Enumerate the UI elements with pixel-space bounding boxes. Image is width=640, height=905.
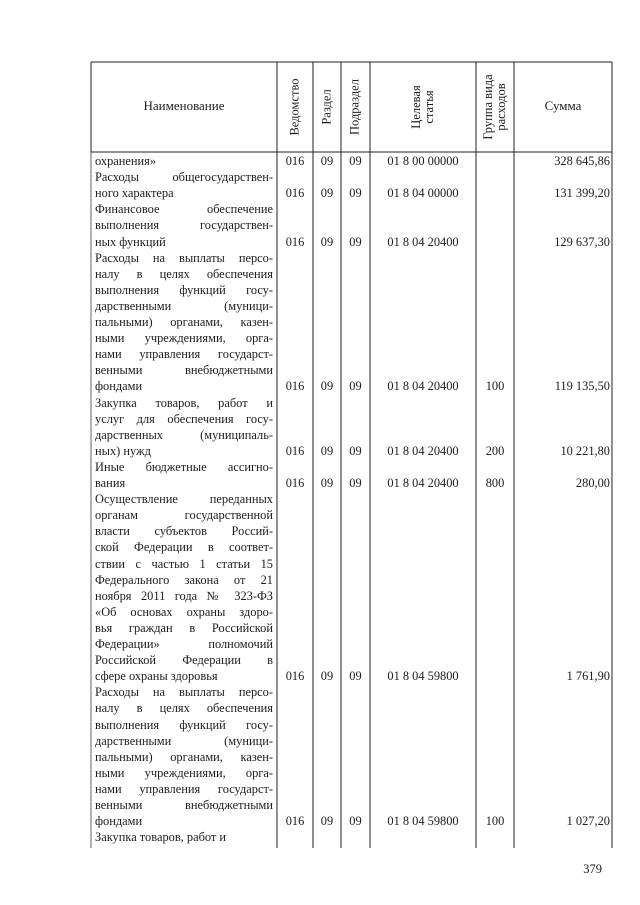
header-celevaya-statya bbox=[410, 85, 436, 128]
header-podrazdel: Подраздел bbox=[347, 79, 362, 135]
row-name-line: охранения» bbox=[95, 154, 157, 168]
row-gruppa-rashodov: 100 bbox=[485, 814, 505, 829]
row-name-line: ными учреждениями, орга- bbox=[95, 331, 273, 346]
row-name-line: ного характера bbox=[95, 186, 174, 201]
row-razdel: 09 bbox=[320, 443, 334, 458]
header-celevaya-line1: Целевая bbox=[409, 85, 423, 129]
row-name-line: ных) нужд bbox=[95, 443, 151, 458]
row-name-line: Федерации» полномочий bbox=[95, 637, 273, 651]
row-name-line: Расходы на выплаты персо- bbox=[95, 250, 273, 265]
header-gruppa-line2: расходов bbox=[494, 83, 508, 131]
row-name-line: Российской Федерации в bbox=[95, 653, 273, 668]
row-celevaya-statya: 01 8 04 20400 bbox=[387, 443, 459, 458]
row-celevaya-statya: 01 8 04 59800 bbox=[387, 814, 459, 829]
row-vedomstvo: 016 bbox=[285, 669, 305, 684]
row-summa: 119 135,50 bbox=[554, 379, 610, 394]
row-gruppa-rashodov: 800 bbox=[485, 476, 505, 490]
row-name-line: нами управления государст- bbox=[95, 781, 273, 796]
row-name-line: венными внебюджетными bbox=[95, 798, 273, 812]
row-celevaya-statya: 01 8 04 20400 bbox=[387, 379, 459, 394]
row-name-line: «Об основах охраны здоро- bbox=[95, 604, 273, 619]
row-name-line: Расходы на выплаты персо- bbox=[95, 685, 273, 700]
row-name-line: вья граждан в Российской bbox=[95, 620, 273, 635]
row-gruppa-rashodov: 200 bbox=[485, 443, 505, 458]
row-name-line: ноября 2011 года № 323-ФЗ bbox=[95, 588, 273, 603]
row-name-line: выполнения функций госу- bbox=[95, 717, 273, 732]
row-razdel: 09 bbox=[320, 154, 334, 168]
row-vedomstvo: 016 bbox=[285, 476, 305, 490]
row-summa: 10 221,80 bbox=[560, 443, 610, 458]
row-name-line: Закупка товаров, работ и bbox=[95, 395, 273, 410]
row-name-line: сфере охраны здоровья bbox=[95, 669, 218, 684]
row-celevaya-statya: 01 8 04 59800 bbox=[387, 669, 459, 684]
row-name-line: услуг для обеспечения госу- bbox=[95, 411, 273, 426]
header-name: Наименование bbox=[143, 98, 225, 113]
row-podrazdel: 09 bbox=[349, 234, 362, 249]
row-podrazdel: 09 bbox=[349, 443, 362, 458]
row-gruppa-rashodov: 100 bbox=[485, 379, 505, 394]
header-gruppa-vida-rashodov bbox=[482, 74, 508, 139]
row-name-line: ской Федерации в соответ- bbox=[95, 540, 273, 555]
row-name-line: Федерального закона от 21 bbox=[95, 572, 273, 587]
row-name-line: органам государственной bbox=[95, 508, 273, 523]
row-podrazdel: 09 bbox=[349, 476, 362, 490]
row-podrazdel: 09 bbox=[349, 154, 362, 168]
row-name-line: дарственных (муниципаль- bbox=[95, 427, 273, 442]
row-summa: 1 027,20 bbox=[566, 814, 610, 829]
row-name-line: выполнения государствен- bbox=[95, 218, 273, 233]
row-razdel: 09 bbox=[320, 234, 334, 249]
row-summa: 1 761,90 bbox=[566, 669, 610, 684]
row-name-line: ными учреждениями, орга- bbox=[95, 765, 273, 780]
row-razdel: 09 bbox=[320, 476, 334, 490]
row-summa: 131 399,20 bbox=[554, 186, 610, 201]
row-name-line: нами управления государст- bbox=[95, 347, 273, 362]
header-celevaya-line2: статья bbox=[422, 90, 436, 124]
row-name-line: Расходы общегосударствен- bbox=[95, 170, 273, 185]
header-summa: Сумма bbox=[544, 98, 582, 113]
row-vedomstvo: 016 bbox=[285, 234, 305, 249]
row-name-line: венными внебюджетными bbox=[95, 363, 273, 378]
row-vedomstvo: 016 bbox=[285, 443, 305, 458]
row-summa: 328 645,86 bbox=[554, 154, 610, 168]
row-vedomstvo: 016 bbox=[285, 814, 305, 829]
row-celevaya-statya: 01 8 00 00000 bbox=[387, 154, 459, 168]
row-razdel: 09 bbox=[320, 379, 334, 394]
row-name-line: фондами bbox=[95, 379, 143, 394]
row-name-line: Осуществление переданных bbox=[95, 492, 273, 507]
row-celevaya-statya: 01 8 04 00000 bbox=[387, 186, 459, 201]
header-vedomstvo: Ведомство bbox=[287, 78, 302, 136]
row-name-line: ных функций bbox=[95, 234, 166, 249]
row-celevaya-statya: 01 8 04 20400 bbox=[387, 476, 459, 490]
row-name-line: дарственными (муници- bbox=[95, 298, 273, 313]
row-celevaya-statya: 01 8 04 20400 bbox=[387, 234, 459, 249]
row-name-line: ствии с частью 1 статьи 15 bbox=[95, 556, 273, 571]
row-podrazdel: 09 bbox=[349, 669, 362, 684]
row-summa: 129 637,30 bbox=[554, 234, 610, 249]
row-name-line: налу в целях обеспечения bbox=[95, 266, 273, 281]
row-name-line: фондами bbox=[95, 814, 143, 829]
row-name-line: пальными) органами, казен- bbox=[95, 749, 273, 764]
page-number: 379 bbox=[583, 862, 602, 876]
row-summa: 280,00 bbox=[575, 476, 610, 490]
row-vedomstvo: 016 bbox=[285, 186, 305, 201]
row-vedomstvo: 016 bbox=[285, 154, 305, 168]
row-name-line: налу в целях обеспечения bbox=[95, 701, 273, 716]
row-podrazdel: 09 bbox=[349, 186, 362, 201]
row-name-line: власти субъектов Россий- bbox=[95, 524, 273, 539]
row-name-line: вания bbox=[95, 476, 126, 490]
row-name-line: пальными) органами, казен- bbox=[95, 315, 273, 329]
row-vedomstvo: 016 bbox=[285, 379, 305, 394]
row-razdel: 09 bbox=[320, 814, 334, 829]
row-name-line: Иные бюджетные ассигно- bbox=[95, 459, 273, 474]
row-razdel: 09 bbox=[320, 669, 334, 684]
header-razdel: Раздел bbox=[319, 89, 334, 125]
header-gruppa-line1: Группа вида bbox=[481, 74, 495, 140]
row-podrazdel: 09 bbox=[349, 379, 362, 394]
row-name-line: Закупка товаров, работ и bbox=[95, 830, 227, 845]
row-name-line: Финансовое обеспечение bbox=[95, 202, 273, 217]
row-podrazdel: 09 bbox=[349, 814, 362, 829]
row-razdel: 09 bbox=[320, 186, 334, 201]
row-name-line: дарственными (муници- bbox=[95, 733, 273, 748]
row-name-line: выполнения функций госу- bbox=[95, 282, 273, 297]
